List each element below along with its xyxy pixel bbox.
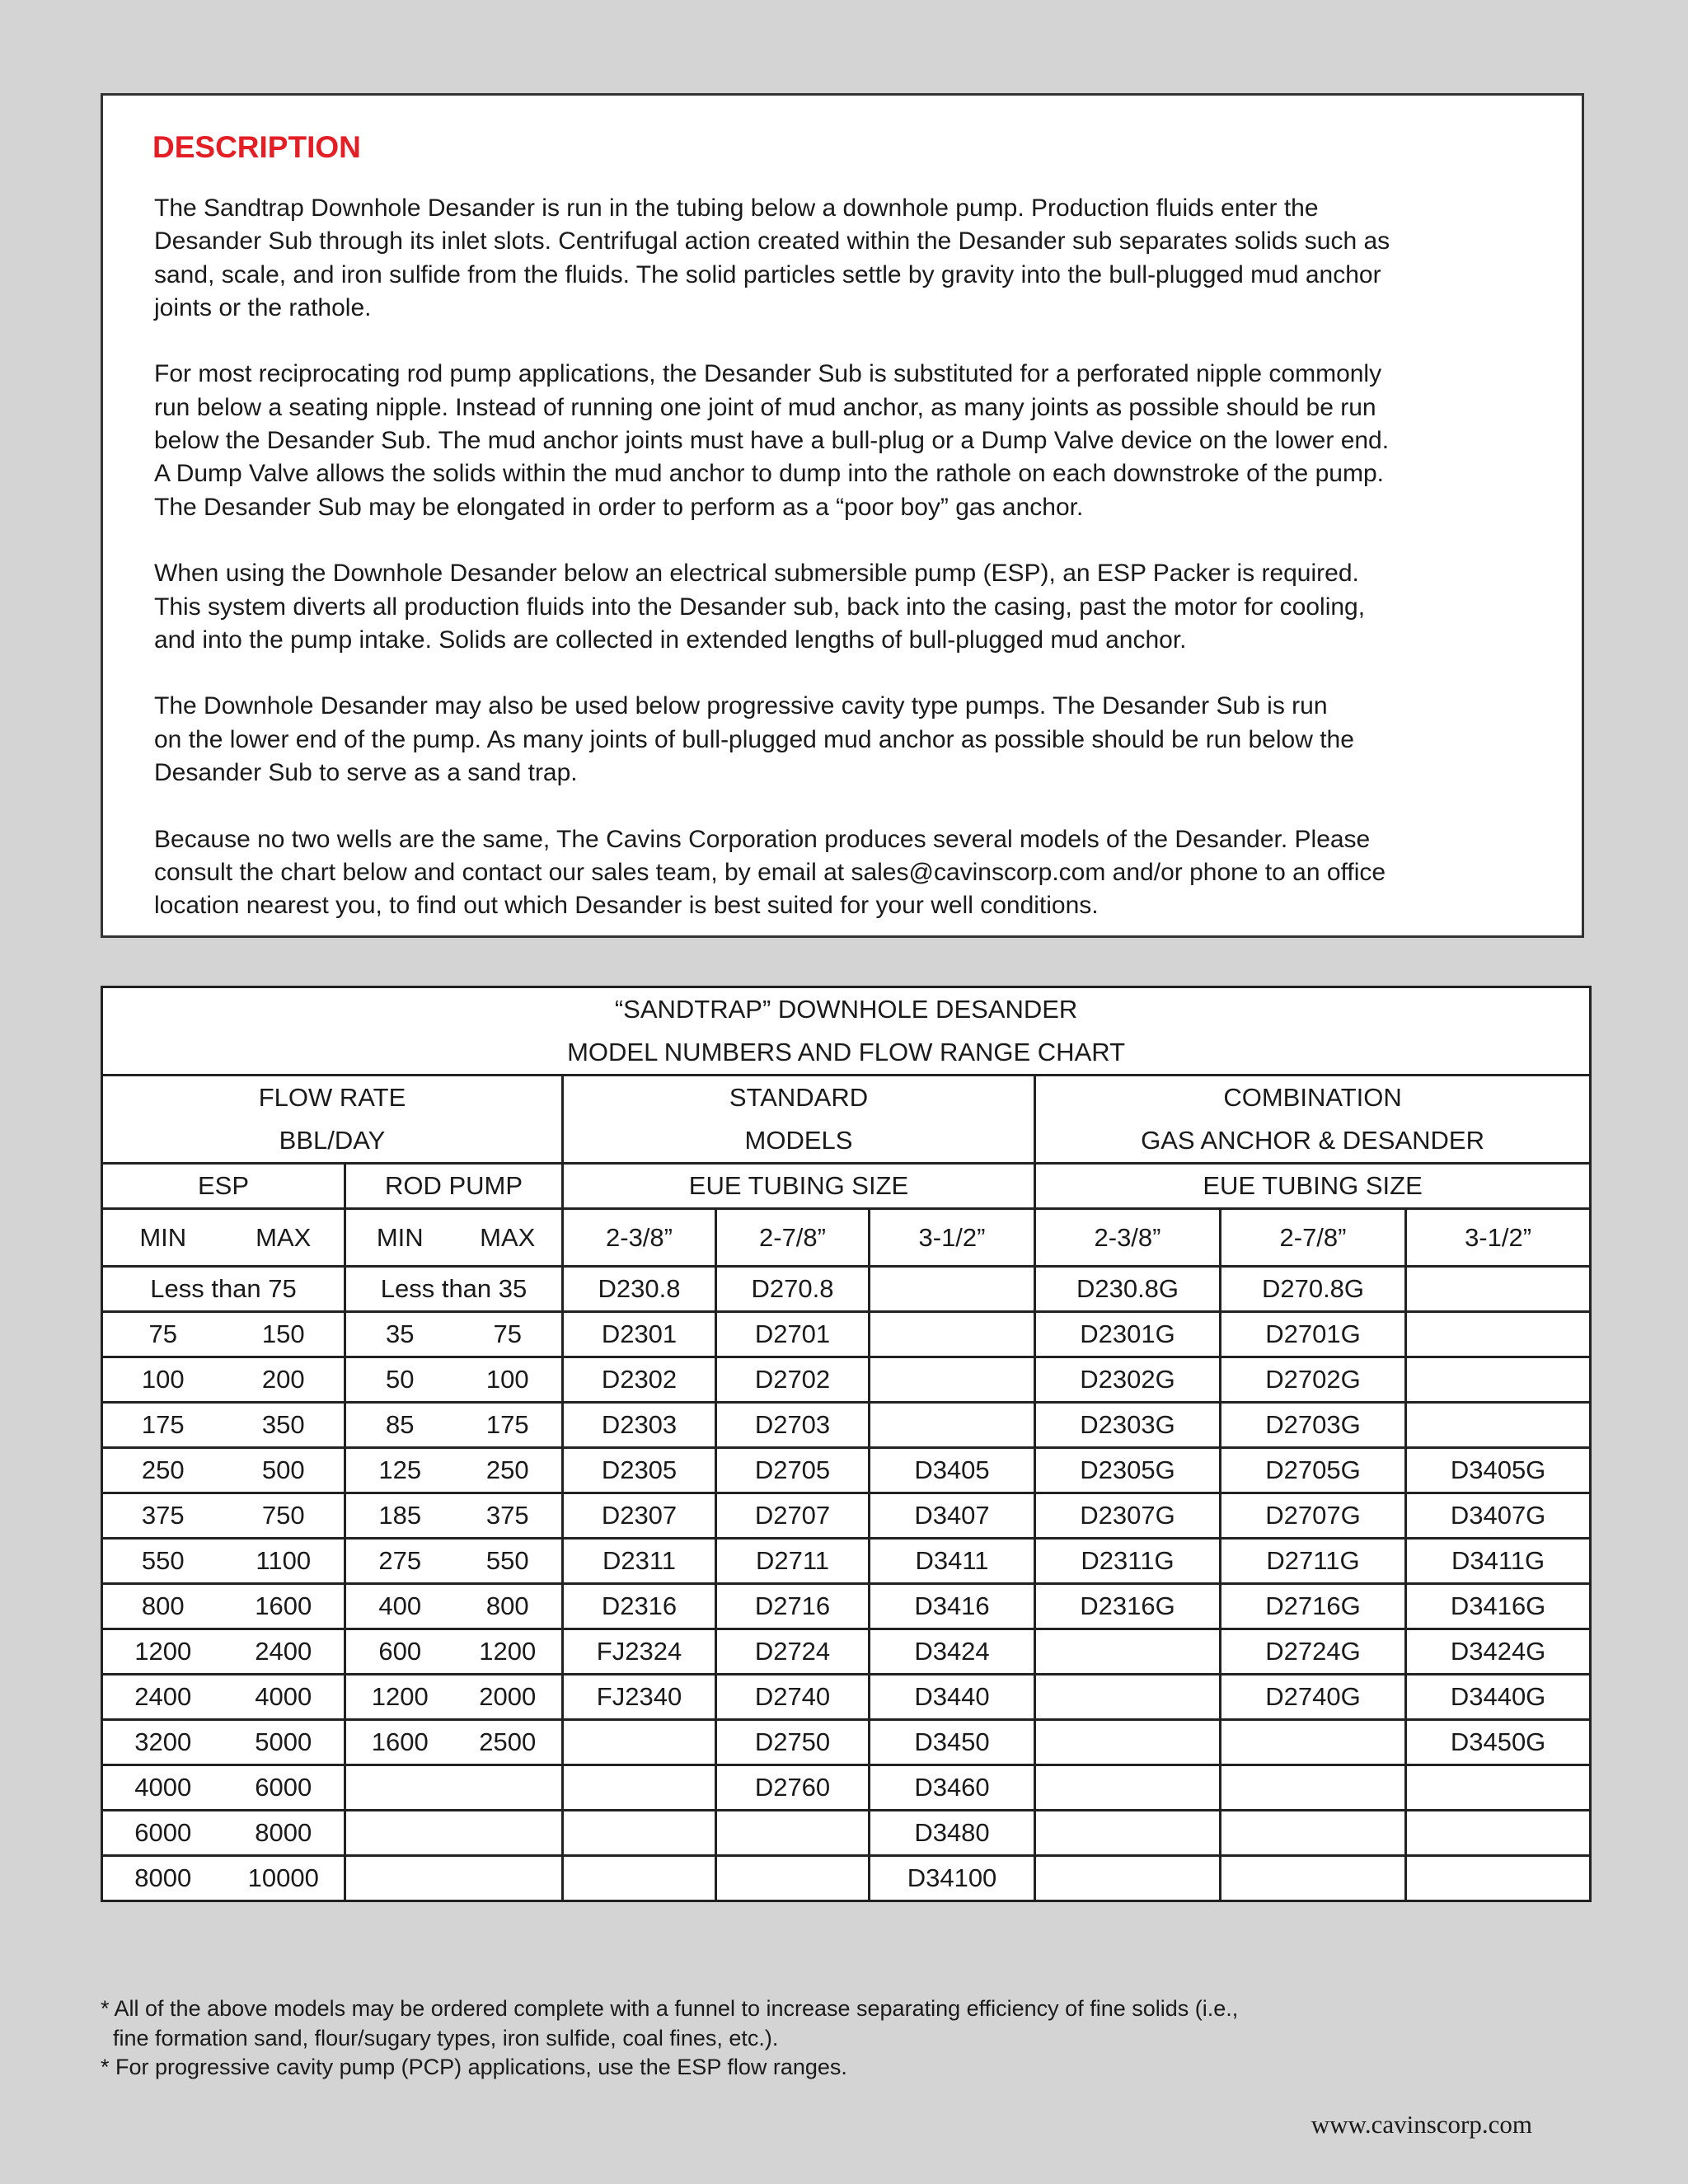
description-paragraph	[154, 557, 1572, 657]
esp-min-cell: 3200	[102, 1720, 223, 1765]
std-model-cell: D2705	[716, 1448, 870, 1493]
comb-model-cell: D2307G	[1035, 1493, 1221, 1539]
rod-min-cell: 600	[345, 1629, 454, 1675]
rod-max-cell: 2000	[454, 1675, 563, 1720]
comb-model-cell: D2316G	[1035, 1584, 1221, 1629]
std-model-cell: D3411	[870, 1539, 1035, 1584]
comb-model-cell: D2305G	[1035, 1448, 1221, 1493]
rod-max-cell	[454, 1811, 563, 1856]
comb-model-cell: D3407G	[1406, 1493, 1591, 1539]
std-model-cell: D3405	[870, 1448, 1035, 1493]
std-size-header: 2-3/8”	[563, 1209, 716, 1267]
rod-min-cell	[345, 1811, 454, 1856]
esp-max-cell: 10000	[223, 1856, 345, 1901]
esp-max-cell: 1100	[223, 1539, 345, 1584]
comb-model-cell: D2303G	[1035, 1403, 1221, 1448]
table-row	[102, 1811, 1591, 1856]
table-row	[102, 1403, 1591, 1448]
rod-max-cell: 175	[454, 1403, 563, 1448]
rod-min-cell	[345, 1765, 454, 1811]
esp-max-cell: 6000	[223, 1765, 345, 1811]
table-title-1: “SANDTRAP” DOWNHOLE DESANDER	[102, 987, 1591, 1032]
standard-subheader: MODELS	[563, 1119, 1035, 1164]
esp-max-cell: 2400	[223, 1629, 345, 1675]
description-line: joints or the rathole.	[154, 293, 372, 321]
esp-max-cell: 8000	[223, 1811, 345, 1856]
description-line: The Sandtrap Downhole Desander is run in the tubing below a downhole pump. Production fluids enter the	[154, 194, 1319, 222]
description-line: This system diverts all production fluids into the Desander sub, back into the casing, past the motor for cooling,	[154, 593, 1366, 621]
eue-standard-header: EUE TUBING SIZE	[563, 1164, 1035, 1209]
std-model-cell: D2316	[563, 1584, 716, 1629]
std-model-cell	[870, 1357, 1035, 1403]
esp-min-cell: 4000	[102, 1765, 223, 1811]
flow-rate-header: FLOW RATE	[102, 1076, 563, 1120]
std-model-cell: D2724	[716, 1629, 870, 1675]
std-model-cell: D34100	[870, 1856, 1035, 1901]
std-model-cell: D2701	[716, 1312, 870, 1357]
esp-max-cell: 5000	[223, 1720, 345, 1765]
description-line: Desander Sub to serve as a sand trap.	[154, 759, 578, 787]
std-model-cell: D3480	[870, 1811, 1035, 1856]
footnote: * All of the above models may be ordered complete with a funnel to increase separating efficiency of fine solids (i.e.,	[101, 1996, 1239, 2021]
description-line: and into the pump intake. Solids are collected in extended lengths of bull-plugged mud anchor.	[154, 626, 1187, 654]
rod-max-cell	[454, 1765, 563, 1811]
rod-min-cell: 35	[345, 1312, 454, 1357]
comb-model-cell: D2724G	[1221, 1629, 1406, 1675]
esp-max-cell: 500	[223, 1448, 345, 1493]
description-line: When using the Downhole Desander below an electrical submersible pump (ESP), an ESP Packer is required.	[154, 560, 1359, 588]
std-model-cell: D3460	[870, 1765, 1035, 1811]
comb-model-cell: D2707G	[1221, 1493, 1406, 1539]
comb-model-cell	[1221, 1811, 1406, 1856]
description-line: on the lower end of the pump. As many joints of bull-plugged mud anchor as possible should be run below the	[154, 725, 1354, 753]
comb-model-cell: D2302G	[1035, 1357, 1221, 1403]
std-model-cell: D3407	[870, 1493, 1035, 1539]
table-row	[102, 1539, 1591, 1584]
description-line: location nearest you, to find out which Desander is best suited for your well conditions.	[154, 892, 1099, 920]
esp-min-cell: 375	[102, 1493, 223, 1539]
std-model-cell: D3440	[870, 1675, 1035, 1720]
comb-model-cell	[1035, 1675, 1221, 1720]
esp-range-cell: Less than 75	[102, 1267, 345, 1312]
description-line: The Downhole Desander may also be used below progressive cavity type pumps. The Desander Sub is run	[154, 692, 1328, 720]
esp-min-cell: 250	[102, 1448, 223, 1493]
footnote: * For progressive cavity pump (PCP) applications, use the ESP flow ranges.	[101, 2055, 847, 2079]
comb-model-cell: D2716G	[1221, 1584, 1406, 1629]
std-model-cell: D3450	[870, 1720, 1035, 1765]
footnote: fine formation sand, flour/sugary types, iron sulfide, coal fines, etc.).	[101, 2025, 779, 2050]
comb-model-cell	[1035, 1856, 1221, 1901]
std-size-header: 3-1/2”	[870, 1209, 1035, 1267]
description-paragraph	[154, 192, 1572, 325]
std-model-cell: FJ2324	[563, 1629, 716, 1675]
rod-min-cell: 185	[345, 1493, 454, 1539]
std-model-cell	[716, 1856, 870, 1901]
rod-min-cell: 1600	[345, 1720, 454, 1765]
std-model-cell: D2740	[716, 1675, 870, 1720]
std-model-cell: D2711	[716, 1539, 870, 1584]
rod-min-header: MIN	[345, 1209, 454, 1267]
std-model-cell: D2303	[563, 1403, 716, 1448]
esp-min-cell: 8000	[102, 1856, 223, 1901]
esp-min-cell: 100	[102, 1357, 223, 1403]
std-model-cell: D2302	[563, 1357, 716, 1403]
rod-range-cell: Less than 35	[345, 1267, 563, 1312]
description-title: DESCRIPTION	[152, 130, 361, 164]
table-row	[102, 1493, 1591, 1539]
table-row	[102, 1856, 1591, 1901]
comb-model-cell: D2705G	[1221, 1448, 1406, 1493]
rod-max-cell: 800	[454, 1584, 563, 1629]
comb-model-cell	[1221, 1856, 1406, 1901]
comb-model-cell	[1406, 1357, 1591, 1403]
description-line: Desander Sub through its inlet slots. Centrifugal action created within the Desander sub separates solids such as	[154, 227, 1390, 255]
table-row	[102, 1267, 1591, 1312]
std-model-cell: D2301	[563, 1312, 716, 1357]
comb-model-cell: D3440G	[1406, 1675, 1591, 1720]
esp-min-header: MIN	[102, 1209, 223, 1267]
comb-model-cell: D2703G	[1221, 1403, 1406, 1448]
description-line: The Desander Sub may be elongated in order to perform as a “poor boy” gas anchor.	[154, 493, 1084, 521]
model-cell	[870, 1267, 1035, 1312]
model-cell	[1406, 1267, 1591, 1312]
description-line: sand, scale, and iron sulfide from the fluids. The solid particles settle by gravity into the bull-plugged mud anchor	[154, 260, 1381, 288]
std-model-cell: D2760	[716, 1765, 870, 1811]
comb-model-cell	[1035, 1720, 1221, 1765]
std-model-cell: D3416	[870, 1584, 1035, 1629]
description-line: For most reciprocating rod pump applications, the Desander Sub is substituted for a perforated nipple commonly	[154, 360, 1382, 388]
combination-header: COMBINATION	[1035, 1076, 1591, 1120]
rod-pump-header: ROD PUMP	[345, 1164, 563, 1209]
table-row	[102, 1720, 1591, 1765]
comb-model-cell	[1406, 1856, 1591, 1901]
comb-model-cell: D3411G	[1406, 1539, 1591, 1584]
rod-min-cell: 400	[345, 1584, 454, 1629]
esp-min-cell: 75	[102, 1312, 223, 1357]
rod-max-cell: 100	[454, 1357, 563, 1403]
esp-min-cell: 550	[102, 1539, 223, 1584]
comb-model-cell	[1406, 1765, 1591, 1811]
rod-max-cell: 2500	[454, 1720, 563, 1765]
comb-model-cell: D2740G	[1221, 1675, 1406, 1720]
std-model-cell: D2305	[563, 1448, 716, 1493]
model-cell: D230.8G	[1035, 1267, 1221, 1312]
eue-combination-header: EUE TUBING SIZE	[1035, 1164, 1591, 1209]
description-box	[101, 93, 1584, 938]
rod-min-cell: 85	[345, 1403, 454, 1448]
rod-max-cell: 550	[454, 1539, 563, 1584]
std-model-cell: D3424	[870, 1629, 1035, 1675]
std-model-cell: D2311	[563, 1539, 716, 1584]
footnotes	[101, 1994, 1238, 2083]
rod-max-cell: 1200	[454, 1629, 563, 1675]
rod-min-cell: 125	[345, 1448, 454, 1493]
comb-model-cell	[1221, 1720, 1406, 1765]
std-model-cell	[563, 1765, 716, 1811]
comb-model-cell: D3416G	[1406, 1584, 1591, 1629]
rod-max-cell: 250	[454, 1448, 563, 1493]
rod-min-cell	[345, 1856, 454, 1901]
comb-model-cell	[1406, 1403, 1591, 1448]
table-title-2: MODEL NUMBERS AND FLOW RANGE CHART	[102, 1031, 1591, 1076]
esp-max-cell: 1600	[223, 1584, 345, 1629]
rod-max-cell	[454, 1856, 563, 1901]
std-model-cell: D2307	[563, 1493, 716, 1539]
table-row	[102, 1312, 1591, 1357]
description-paragraph	[154, 823, 1572, 923]
description-line: below the Desander Sub. The mud anchor joints must have a bull-plug or a Dump Valve device on the lower end.	[154, 427, 1390, 455]
combination-subheader: GAS ANCHOR & DESANDER	[1035, 1119, 1591, 1164]
rod-max-cell: 75	[454, 1312, 563, 1357]
std-model-cell	[563, 1720, 716, 1765]
rod-min-cell: 1200	[345, 1675, 454, 1720]
std-model-cell: D2716	[716, 1584, 870, 1629]
table-row	[102, 1584, 1591, 1629]
rod-max-header: MAX	[454, 1209, 563, 1267]
comb-model-cell: D2702G	[1221, 1357, 1406, 1403]
esp-min-cell: 2400	[102, 1675, 223, 1720]
comb-size-header: 2-7/8”	[1221, 1209, 1406, 1267]
description-line: run below a seating nipple. Instead of running one joint of mud anchor, as many joints as possible should be run	[154, 393, 1376, 421]
comb-model-cell: D3424G	[1406, 1629, 1591, 1675]
comb-size-header: 2-3/8”	[1035, 1209, 1221, 1267]
table-row	[102, 1448, 1591, 1493]
esp-header: ESP	[102, 1164, 345, 1209]
comb-model-cell: D2701G	[1221, 1312, 1406, 1357]
comb-model-cell	[1221, 1765, 1406, 1811]
model-cell: D270.8	[716, 1267, 870, 1312]
esp-max-cell: 750	[223, 1493, 345, 1539]
comb-model-cell: D2311G	[1035, 1539, 1221, 1584]
comb-model-cell	[1035, 1629, 1221, 1675]
description-paragraph	[154, 690, 1572, 790]
std-model-cell: D2703	[716, 1403, 870, 1448]
comb-model-cell	[1035, 1765, 1221, 1811]
esp-min-cell: 800	[102, 1584, 223, 1629]
std-model-cell	[870, 1312, 1035, 1357]
rod-max-cell: 375	[454, 1493, 563, 1539]
comb-model-cell	[1406, 1312, 1591, 1357]
description-body	[154, 192, 1572, 956]
model-cell: D270.8G	[1221, 1267, 1406, 1312]
table-row	[102, 1629, 1591, 1675]
comb-model-cell: D3405G	[1406, 1448, 1591, 1493]
std-model-cell	[563, 1856, 716, 1901]
model-cell: D230.8	[563, 1267, 716, 1312]
comb-model-cell	[1406, 1811, 1591, 1856]
esp-max-cell: 350	[223, 1403, 345, 1448]
table-row	[102, 1765, 1591, 1811]
website-url: www.cavinscorp.com	[1311, 2110, 1532, 2139]
comb-model-cell: D2301G	[1035, 1312, 1221, 1357]
rod-min-cell: 275	[345, 1539, 454, 1584]
std-model-cell: D2702	[716, 1357, 870, 1403]
table-row	[102, 1675, 1591, 1720]
comb-size-header: 3-1/2”	[1406, 1209, 1591, 1267]
rod-min-cell: 50	[345, 1357, 454, 1403]
model-flow-chart-table	[101, 986, 1592, 1902]
esp-min-cell: 175	[102, 1403, 223, 1448]
esp-max-cell: 150	[223, 1312, 345, 1357]
std-model-cell	[716, 1811, 870, 1856]
esp-max-cell: 4000	[223, 1675, 345, 1720]
comb-model-cell: D2711G	[1221, 1539, 1406, 1584]
esp-min-cell: 6000	[102, 1811, 223, 1856]
esp-min-cell: 1200	[102, 1629, 223, 1675]
description-paragraph	[154, 358, 1572, 523]
comb-model-cell: D3450G	[1406, 1720, 1591, 1765]
esp-max-cell: 200	[223, 1357, 345, 1403]
standard-header: STANDARD	[563, 1076, 1035, 1120]
description-line: consult the chart below and contact our sales team, by email at sales@cavinscorp.com and/or phone to an office	[154, 858, 1386, 886]
std-model-cell	[870, 1403, 1035, 1448]
std-size-header: 2-7/8”	[716, 1209, 870, 1267]
esp-max-header: MAX	[223, 1209, 345, 1267]
description-line: A Dump Valve allows the solids within the mud anchor to dump into the rathole on each downstroke of the pump.	[154, 460, 1384, 488]
std-model-cell	[563, 1811, 716, 1856]
flow-rate-unit: BBL/DAY	[102, 1119, 563, 1164]
comb-model-cell	[1035, 1811, 1221, 1856]
std-model-cell: FJ2340	[563, 1675, 716, 1720]
table-row	[102, 1357, 1591, 1403]
description-line: Because no two wells are the same, The Cavins Corporation produces several models of the Desander. Please	[154, 825, 1371, 853]
std-model-cell: D2707	[716, 1493, 870, 1539]
std-model-cell: D2750	[716, 1720, 870, 1765]
